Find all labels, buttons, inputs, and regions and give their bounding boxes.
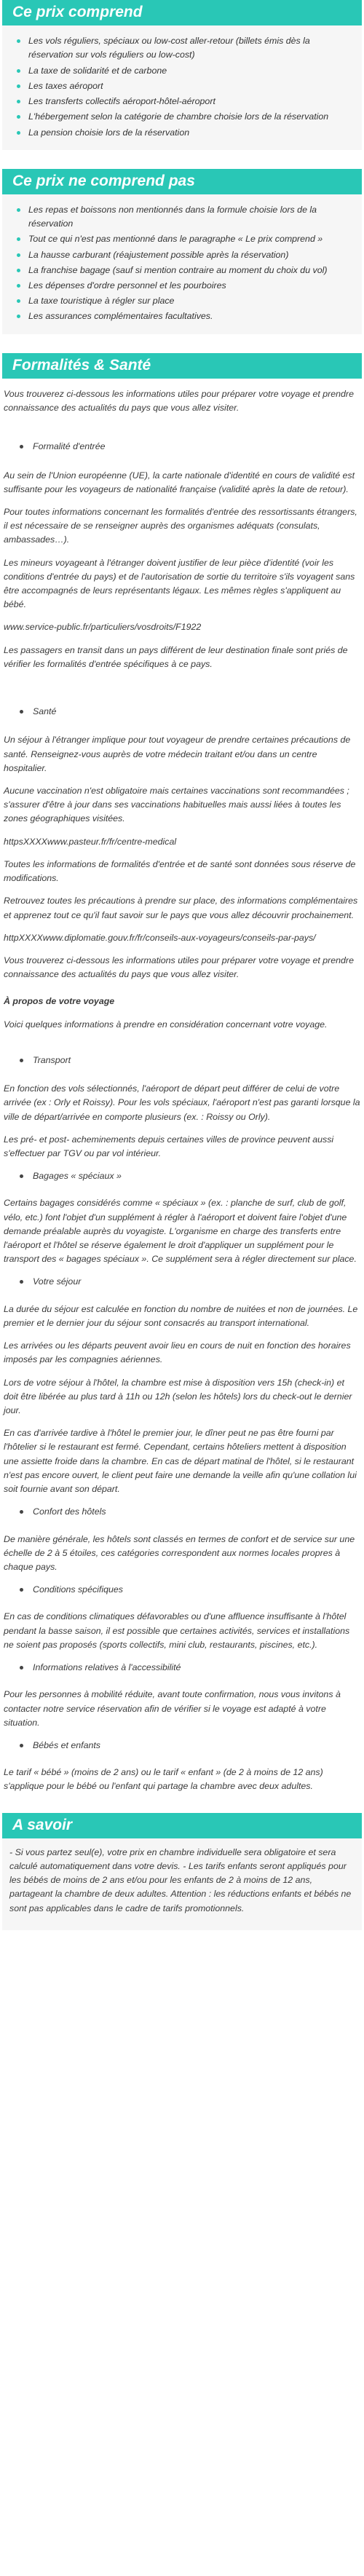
list-item: La taxe touristique à régler sur place (15, 294, 352, 308)
paragraph: Le tarif « bébé » (moins de 2 ans) ou le tarif « enfant » (de 2 à moins de 12 ans) s'applique pour le bébé ou l'enfant qui partage la chambre avec deux adultes. (4, 1767, 323, 1792)
list-item: Les taxes aéroport (15, 79, 352, 93)
a-savoir-box (2, 1838, 362, 1930)
paragraph: Retrouvez toutes les précautions à prendre sur place, des informations complémentaires et apprenez tout ce qu'il faut savoir sur le pays que vous allez découvrir prochainement. (4, 896, 358, 920)
paragraph: Pour les personnes à mobilité réduite, avant toute confirmation, nous vous invitons à contacter notre service réservation afin de vérifier si le voyage est adapté à votre situation. (4, 1689, 341, 1728)
list-item: Les vols réguliers, spéciaux ou low-cost aller-retour (billets émis dès la réservation sur vols réguliers ou low-cost) (15, 34, 352, 62)
paragraph: En fonction des vols sélectionnés, l'aéroport de départ peut différer de celui de votre arrivée (ex : Orly et Roissy). Pour les vols spéciaux, l'aéroport n'est pas garanti lorsque la ville de départ/arrivée en comporte plusieurs (ex. : Roissy ou Orly). (4, 1083, 360, 1122)
intro-text: Vous trouverez ci-dessous les informations utiles pour préparer votre voyage et prendre connaissance des actualités du pays que vous allez visiter. (4, 388, 354, 414)
paragraph: Les pré- et post- acheminements depuis certaines villes de province peuvent aussi s'effectuer par TGV ou par vol intérieur. (4, 1134, 334, 1158)
paragraph: En cas d'arrivée tardive à l'hôtel le premier jour, le dîner peut ne pas être fourni par l'hôtelier si le restaurant est fermé. Cependant, certains hôteliers mettent à disposition une assiette froide dans la chambre. En cas de départ matinal de l'hôtel, si le restaurant n'est pas encore ouvert, le client peut faire une demande la veille afin qu'une collation lui soit fournie avant son départ. (4, 1428, 357, 1495)
excluded-list-box (2, 194, 362, 334)
list-item: L'hébergement selon la catégorie de chambre choisie lors de la réservation (15, 110, 352, 124)
paragraph: De manière générale, les hôtels sont classés en termes de confort et de service sur une échelle de 2 à 5 étoiles, ces catégories correspondent aux normes locales propres à chaque pays. (4, 1533, 355, 1572)
list-item: Les repas et boissons non mentionnés dans la formule choisie lors de la réservation (15, 203, 352, 231)
list-item: Les transferts collectifs aéroport-hôtel-aéroport (15, 95, 352, 108)
list-item: La taxe de solidarité et de carbone (15, 64, 352, 78)
subsection-label: Transport (4, 1054, 360, 1067)
subsection-label: Bébés et enfants (4, 1739, 360, 1753)
list-item: Les dépenses d'ordre personnel et les pourboires (15, 279, 352, 293)
subsection-label: Informations relatives à l'accessibilité (4, 1661, 360, 1675)
subsection-label: Bagages « spéciaux » (4, 1169, 360, 1183)
a-savoir-text: - Si vous partez seul(e), votre prix en chambre individuelle sera obligatoire et sera calculé automatiquement dans votre devis. - Les tarifs enfants seront appliqués pour les bébés de moins de 2 ans et/ou pour les enfants de 2 à moins de 12 ans, partageant la chambre de deux adultes. Attention : les réductions enfants et bébés ne sont pas applicables dans le cadre de tarifs promotionnels. (9, 1846, 352, 1913)
included-list-box (2, 25, 362, 150)
section-title: A savoir (2, 1813, 362, 1838)
paragraph: Voici quelques informations à prendre en considération concernant votre voyage. (4, 1019, 328, 1030)
paragraph: Les passagers en transit dans un pays différent de leur destination finale sont priés de vérifier les formalités d'entrée spécifiques à ce pays. (4, 644, 348, 669)
section-title: Ce prix ne comprend pas (2, 169, 362, 194)
subsection-label: Formalité d'entrée (4, 440, 360, 454)
paragraph: Au sein de l'Union européenne (UE), la carte nationale d'identité en cours de validité est suffisante pour les voyageurs de nationalité française (validité après la date de retour). (4, 470, 355, 494)
paragraph: Pour toutes informations concernant les formalités d'entrée des ressortissants étrangers, il est nécessaire de se renseigner auprès des organismes adéquats (consulats, ambassades…). (4, 506, 357, 545)
subheading: À propos de votre voyage (4, 996, 115, 1007)
list-item: La pension choisie lors de la réservation (15, 126, 352, 140)
section-prix-comprend (0, 0, 364, 150)
service-public-link[interactable]: www.service-public.fr/particuliers/vosdroits/F1922 (4, 622, 202, 633)
paragraph: Les mineurs voyageant à l'étranger doivent justifier de leur pièce d'identité (voir les conditions d'entrée du pays) et de l'autorisation de sortie du territoire s'ils voyagent sans être accompagnés de leurs représentants légaux. Les mêmes règles s'appliquent au bébé. (4, 557, 355, 610)
section-title: Ce prix comprend (2, 0, 362, 25)
paragraph: Aucune vaccination n'est obligatoire mais certaines vaccinations sont recommandées ; s'assurer d'être à jour dans ses vaccinations habituelles mais aussi liées à toutes les zones géographiques visitées. (4, 786, 349, 824)
section-prix-ne-comprend-pas (0, 169, 364, 334)
subsection-label: Votre séjour (4, 1275, 360, 1289)
paragraph: Les arrivées ou les départs peuvent avoir lieu en cours de nuit en fonction des horaires imposés par les compagnies aériennes. (4, 1340, 351, 1365)
subsection-label: Confort des hôtels (4, 1505, 360, 1519)
formalites-content (0, 379, 364, 1794)
paragraph: En cas de conditions climatiques défavorables ou d'une affluence insuffisante à l'hôtel pendant la basse saison, il est possible que certaines activités, services et installations ne soient pas proposés (sports collectifs, mini club, restaurants, piscines, etc.). (4, 1611, 350, 1650)
section-title: Formalités & Santé (2, 353, 362, 379)
subsection-label: Conditions spécifiques (4, 1583, 360, 1597)
paragraph: Un séjour à l'étranger implique pour tout voyageur de prendre certaines précautions de santé. Renseignez-vous auprès de votre médecin traitant et/ou dans un centre hospitalier. (4, 735, 351, 773)
subsection-label: Santé (4, 705, 360, 719)
paragraph: Toutes les informations de formalités d'entrée et de santé sont données sous réserve de modifications. (4, 858, 356, 884)
section-a-savoir (0, 1813, 364, 1930)
paragraph: Certains bagages considérés comme « spéciaux » (ex. : planche de surf, club de golf, vélo, etc.) font l'objet d'un supplément à régler à l'aéroport et doivent faire l'objet d'une demande préalable auprès du voyagiste. L'organisme en charge des transferts entre l'aéroport et l'hôtel se réserve également le droit d'appliquer un supplément pour le transport des « bagages spéciaux ». Ce supplément sera à régler directement sur place. (4, 1198, 357, 1265)
list-item: Tout ce qui n'est pas mentionné dans le paragraphe « Le prix comprend » (15, 232, 352, 246)
excluded-list (15, 203, 352, 324)
list-item: La franchise bagage (sauf si mention contraire au moment du choix du vol) (15, 264, 352, 277)
pasteur-link[interactable]: httpsXXXXwww.pasteur.fr/fr/centre-medical (4, 836, 177, 847)
diplomatie-link[interactable]: httpXXXXwww.diplomatie.gouv.fr/fr/conseils-aux-voyageurs/conseils-par-pays/ (4, 932, 316, 943)
intro-text: Vous trouverez ci-dessous les informations utiles pour préparer votre voyage et prendre connaissance des actualités du pays que vous allez visiter. (4, 955, 354, 980)
included-list (15, 34, 352, 140)
list-item: Les assurances complémentaires facultatives. (15, 309, 352, 323)
paragraph: La durée du séjour est calculée en fonction du nombre de nuitées et non de journées. Le premier et le dernier jour du séjour sont consacrés au transport international. (4, 1303, 358, 1328)
paragraph: Lors de votre séjour à l'hôtel, la chambre est mise à disposition vers 15h (check-in) et doit être libérée au plus tard à 11h ou 12h (selon les hôtels) lors du check-out le dernier jour. (4, 1377, 352, 1415)
list-item: La hausse carburant (réajustement possible après la réservation) (15, 248, 352, 262)
section-formalites-sante (0, 353, 364, 1794)
